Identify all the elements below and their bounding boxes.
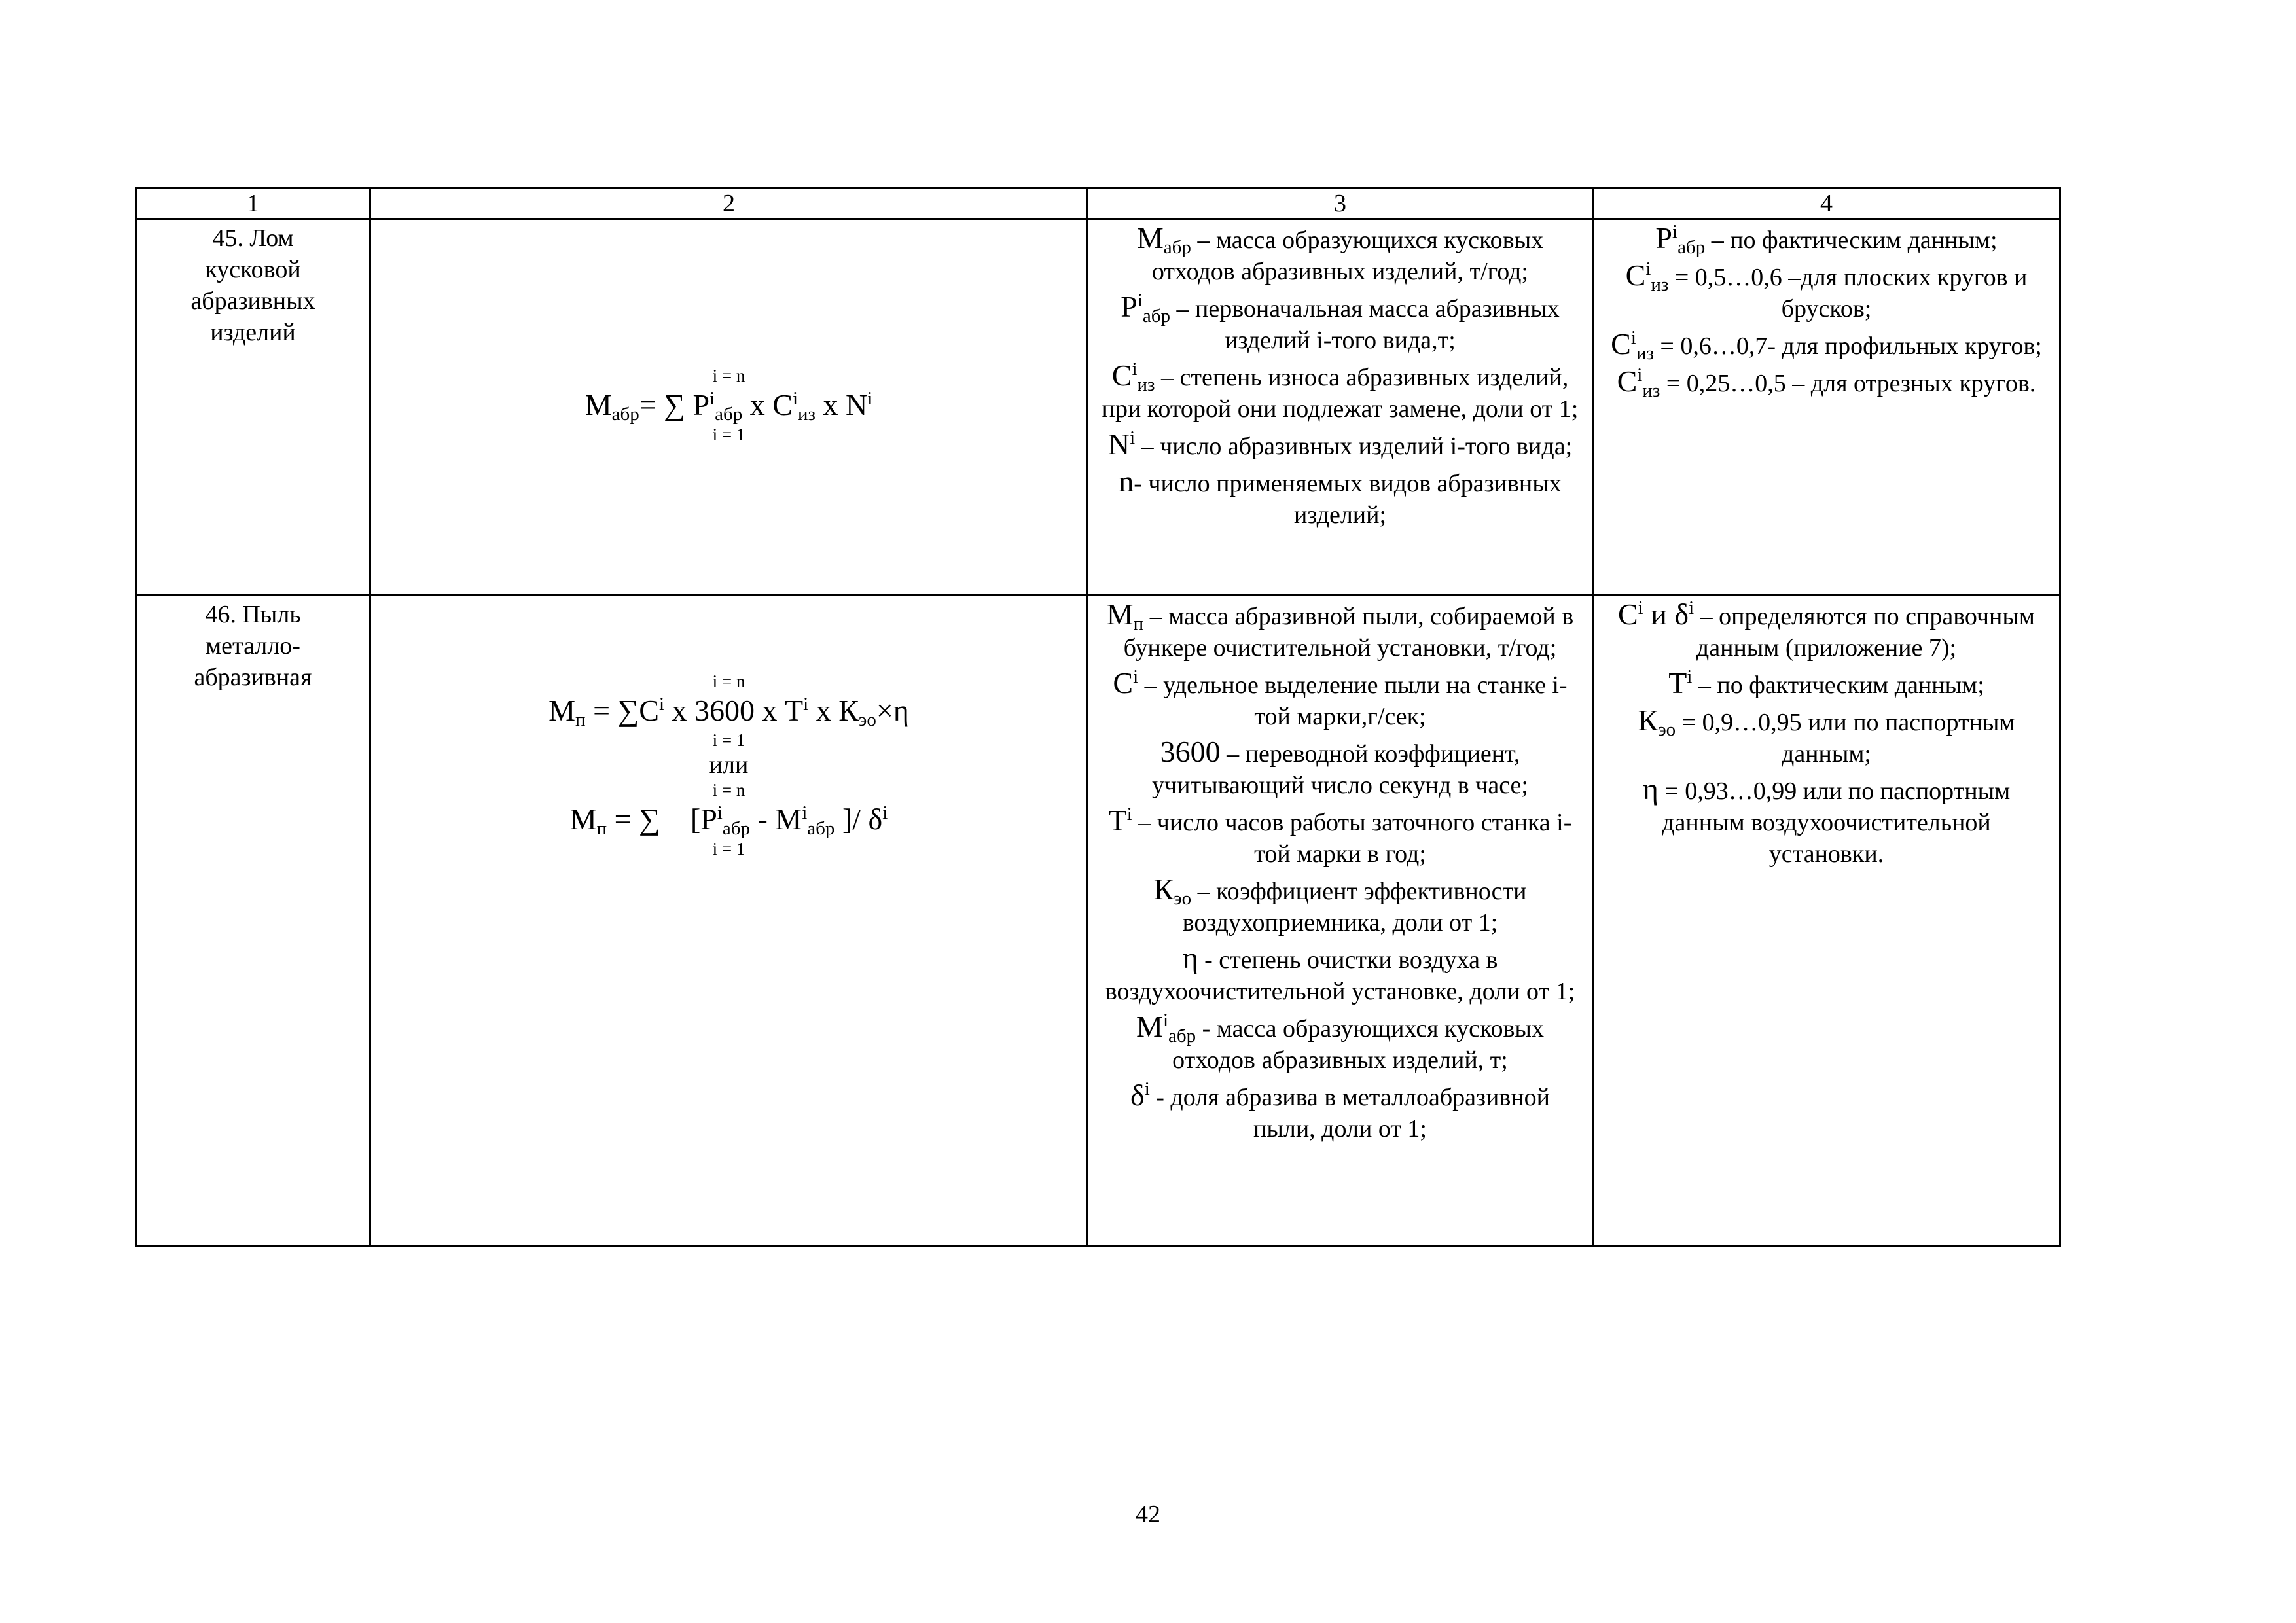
waste-name-cell	[136, 219, 370, 596]
sum-upper-limit: i = n	[712, 671, 745, 691]
note-item: $С^i_{из}$ = 0,6…0,7- для профильных кругов;	[1611, 327, 2042, 364]
sum-lower-limit: i = 1	[712, 730, 745, 750]
formula-body: $М_п = \sum С^i$ х 3600 х $Т^i$ х $К_{эо}\times\eta$	[548, 694, 909, 730]
norms-table	[135, 187, 2061, 1247]
note-item: $С^i$ и $\delta^i$ – определяются по справочным данным (приложение 7);	[1618, 597, 2035, 662]
sum-upper-limit: i = n	[712, 366, 745, 385]
formula-cell	[370, 596, 1088, 1247]
description-item: $М_п$ – масса абразивной пыли, собираемой в бункере очистительной установки, т/год;	[1106, 597, 1574, 662]
formula-cell	[370, 219, 1088, 596]
waste-name-line: 45. Лом	[212, 224, 294, 252]
notes-cell	[1593, 219, 2060, 596]
note-item: $К_{эо}$ = 0,9…0,95 или по паспортным данным;	[1638, 704, 2015, 768]
formula	[379, 365, 1079, 445]
waste-name-line: кусковой	[205, 256, 301, 283]
waste-name-line: изделий	[210, 319, 296, 346]
waste-name-line: металло-	[206, 632, 300, 660]
description-item: $К_{эо}$ – коэффициент эффективности воздухоприемника, доли от 1;	[1153, 872, 1527, 936]
description-item: $\delta^i$ - доля абразива в металлоабразивной пыли, доли от 1;	[1130, 1079, 1550, 1143]
description-item: $М_{абр}$ – масса образующихся кусковых отходов абразивных изделий, т/год;	[1136, 221, 1544, 285]
description-item: $Р^i_{абр}$ – первоначальная масса абразивных изделий i-того вида,т;	[1121, 290, 1560, 354]
description-cell	[1088, 596, 1593, 1247]
description-item: η - степень очистки воздуха в воздухоочистительной установке, доли от 1;	[1105, 941, 1575, 1005]
header-col-4: 4	[1593, 188, 2060, 219]
header-col-1: 1	[136, 188, 370, 219]
note-item: $Р^i_{абр}$ – по фактическим данным;	[1655, 221, 1998, 258]
description-item: $С^i_{из}$ – степень износа абразивных изделий, при которой они подлежат замене, доли от 1;	[1102, 359, 1579, 423]
table-row	[136, 596, 2060, 1247]
waste-name-line: 46. Пыль	[205, 601, 301, 628]
waste-name-line: абразивных	[190, 287, 315, 315]
note-item: $С^i_{из}$ = 0,25…0,5 – для отрезных кругов.	[1617, 365, 2036, 401]
sum-lower-limit: i = 1	[712, 839, 745, 859]
formula-body: $М_{абр}=$ ∑ $Р^i_{абр}$ х $С^i_{из}$ х $N^i$	[584, 388, 873, 425]
page-number: 42	[1136, 1501, 1160, 1528]
or-label: или	[709, 751, 749, 779]
description-cell	[1088, 219, 1593, 596]
description-item: 3600 – переводной коэффициент, учитывающий число секунд в часе;	[1152, 735, 1528, 799]
waste-name-cell	[136, 596, 370, 1247]
header-col-3: 3	[1088, 188, 1593, 219]
header-col-2: 2	[370, 188, 1088, 219]
sum-upper-limit: i = n	[712, 780, 745, 800]
header-row	[136, 188, 2060, 219]
description-item: $М^i_{абр}$ - масса образующихся кусковых отходов абразивных изделий, т;	[1136, 1010, 1544, 1074]
description-item: $Т^i$ – число часов работы заточного станка i-той марки в год;	[1108, 804, 1572, 868]
waste-name-line: абразивная	[194, 664, 312, 691]
sum-lower-limit: i = 1	[712, 425, 745, 444]
note-item: $Т^i$ – по фактическим данным;	[1668, 666, 1984, 700]
description-item: $С^i$ – удельное выделение пыли на станке i-той марки,г/сек;	[1113, 666, 1568, 730]
description-item: n- число применяемых видов абразивных изделий;	[1119, 465, 1562, 529]
formula-group	[379, 671, 1079, 859]
description-item: $N^i$ – число абразивных изделий i-того вида;	[1107, 427, 1573, 461]
note-item: η = 0,93…0,99 или по паспортным данным воздухоочистительной установки.	[1642, 772, 2011, 868]
note-item: $С^i_{из}$ = 0,5…0,6 –для плоских кругов и брусков;	[1625, 259, 2028, 323]
formula-body: $М_п$ = ∑ [$Р^i_{абр} - М^i_{абр}$ ]/ $\delta^i$	[569, 802, 888, 839]
table-row	[136, 219, 2060, 596]
notes-cell	[1593, 596, 2060, 1247]
